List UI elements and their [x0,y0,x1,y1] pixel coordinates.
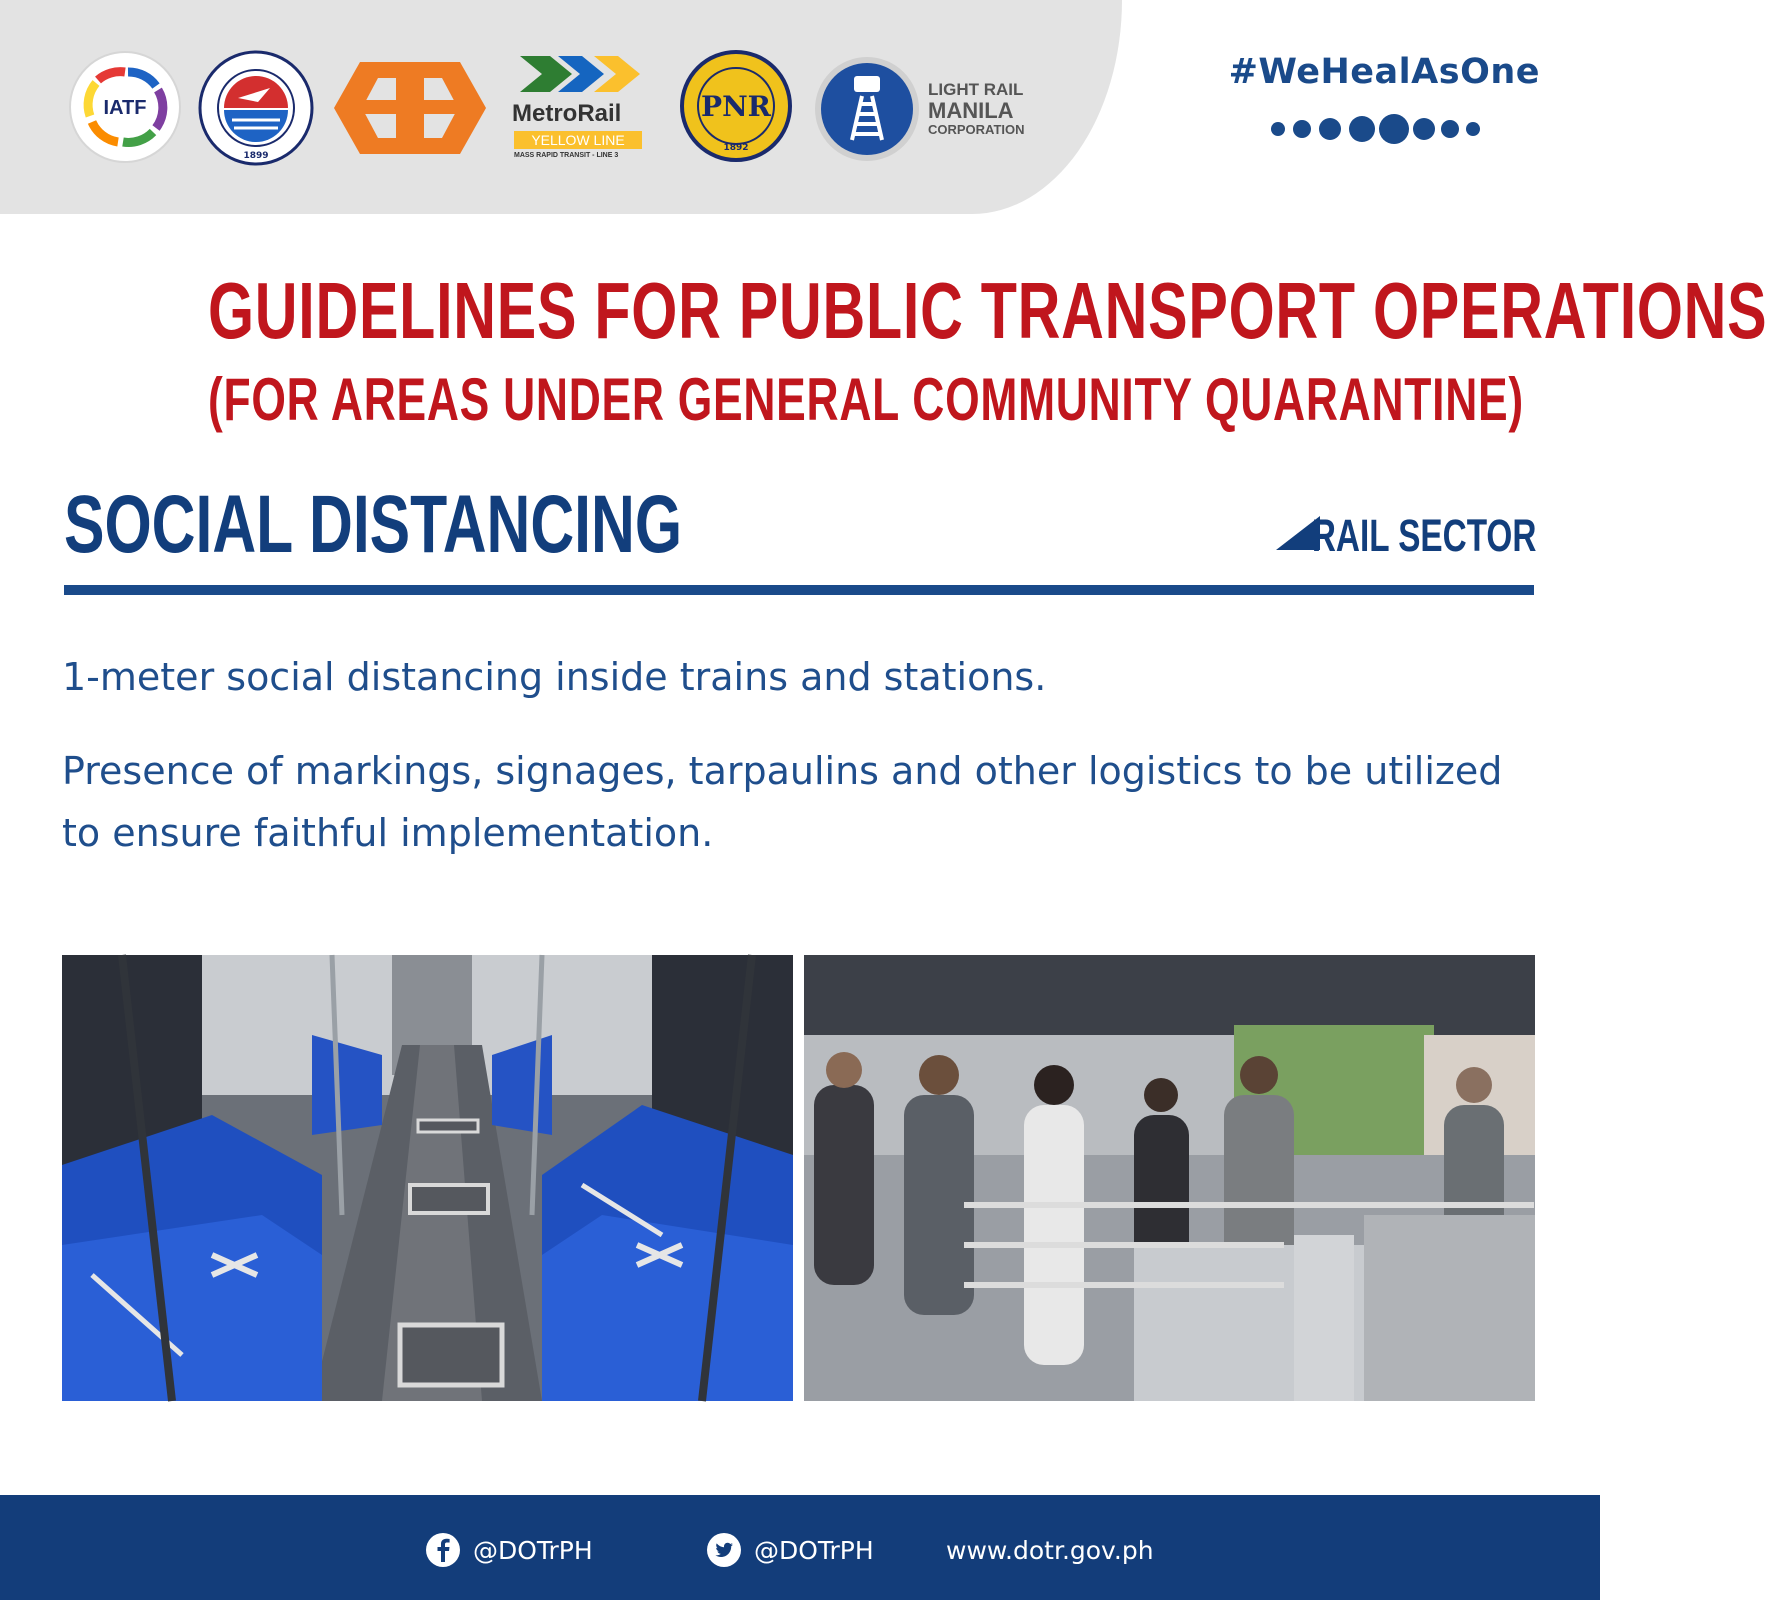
dots-decoration [1270,114,1500,144]
footer [0,1495,1600,1600]
divider [64,585,1534,595]
section-title: SOCIAL DISTANCING [64,479,683,570]
lrmc-line2: MANILA [928,98,1014,123]
facebook-link[interactable] [425,1533,593,1567]
train-interior-photo [62,955,793,1401]
hashtag: #WeHealAsOne [1228,52,1540,92]
pnr-year: 1892 [723,143,749,153]
lrmc-logo [814,56,1044,166]
sector-text: RAIL SECTOR [1311,510,1536,561]
page-title: GUIDELINES FOR PUBLIC TRANSPORT OPERATIONS [208,266,1767,355]
website-url: www.dotr.gov.ph [946,1535,1154,1565]
twitter-handle: @DOTrPH [754,1535,874,1565]
metrorail-logo [510,56,650,166]
twitter-icon [706,1532,742,1568]
dotr-seal-year: 1899 [243,151,269,161]
dotr-seal [198,50,314,166]
pnr-seal [680,50,792,162]
facebook-handle: @DOTrPH [473,1535,593,1565]
sector-label [1276,510,1536,560]
metrorail-sub: MASS RAPID TRANSIT - LINE 3 [514,152,619,159]
mrt-lrt-logo [334,62,486,154]
iatf-logo [68,50,182,164]
twitter-link[interactable] [706,1533,874,1567]
metrorail-line: YELLOW LINE [514,131,642,149]
station-turnstile-photo [804,955,1535,1401]
lrmc-line3: CORPORATION [928,122,1025,137]
lrmc-line1: LIGHT RAIL [928,80,1024,99]
iatf-logo-text: IATF [103,97,147,119]
website-link[interactable] [946,1533,1154,1567]
body-paragraph-1: 1-meter social distancing inside trains and stations. [62,655,1047,699]
metrorail-brand: MetroRail [512,100,622,127]
facebook-icon [425,1532,461,1568]
pnr-monogram: PNR [701,90,771,123]
body-paragraph-2: Presence of markings, signages, tarpaulins and other logistics to be utilized to ensure faithful implementation. [62,749,1503,855]
page-subtitle: (FOR AREAS UNDER GENERAL COMMUNITY QUARANTINE) [208,366,1524,433]
